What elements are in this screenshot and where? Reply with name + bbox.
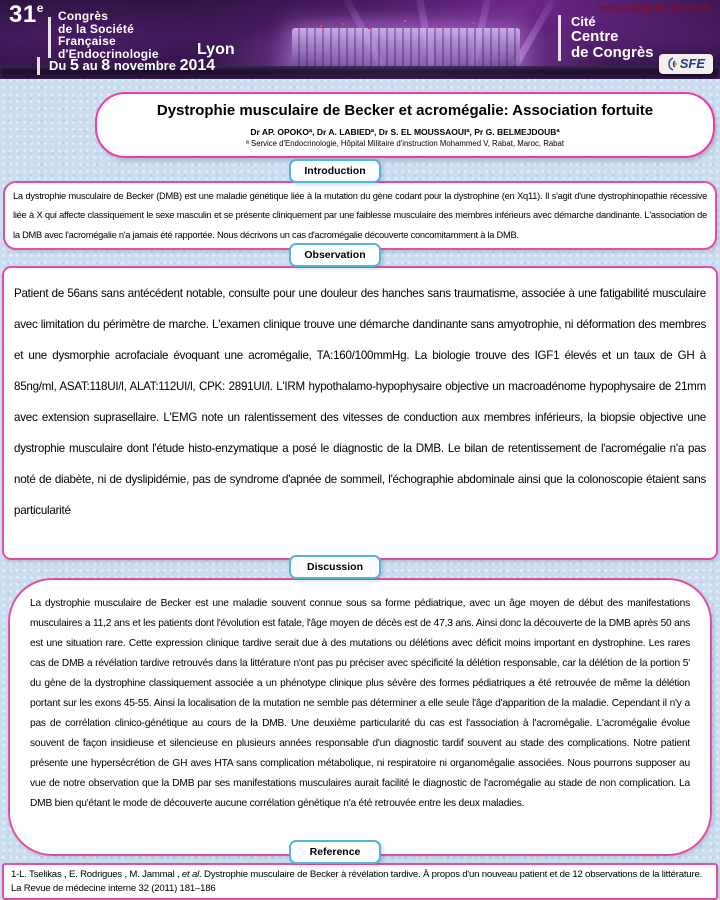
- venue-line: Cité: [571, 14, 596, 29]
- date-connector: au: [82, 58, 98, 73]
- edition-value: 31: [9, 1, 37, 28]
- introduction-text: La dystrophie musculaire de Becker (DMB) est une maladie génétique liée à la mutation du gène codant pour la dystrophine (en Xq11). Il s'agit d'une dystrophinopathie récessive liée à X qui affecte classiquement le sexe masculin et se présente cliniquement par une faiblesse musculaire des membres inférieurs avec démarche dandinante. L'association de la DMB avec l'acromégalie n'a jamais été rapportée. Nous décrivons un cas d'acromégalie découverte concomitamment à la DMB.: [13, 191, 707, 240]
- citation-start: 1-L. Tselikas , E. Rodrigues , M. Jammal ,: [11, 869, 182, 880]
- poster-title-box: [95, 92, 715, 158]
- date-day1: 5: [69, 57, 79, 74]
- divider-bar: [48, 17, 51, 58]
- congress-line: d'Endocrinologie: [58, 46, 159, 61]
- congress-line: Française: [58, 34, 116, 48]
- city-name: Lyon: [197, 41, 235, 58]
- congress-website-url: www.congres-sfe.com: [598, 3, 710, 14]
- edition-suffix: e: [36, 1, 44, 15]
- date-month: novembre: [113, 58, 176, 73]
- congress-banner: [0, 0, 720, 79]
- observation-text: Patient de 56ans sans antécédent notable, consulte pour une douleur des hanches sans traumatisme, associée à une fatigabilité musculaire avec limitation du périmètre de marche. L'examen clinique trouve une démarche dandinante sans amyotrophie, ni déformation des membres et une dysmorphie acrofaciale évoquant une acromégalie, TA:160/100mmHg. La biologie trouve des IGF1 élevés et un taux de GH à 85ng/ml, ASAT:118UI/l, ALAT:112UI/l, CPK: 2891UI/l. L'IRM hypothalamo-hypophysaire objective un macroadénome hypophysaire de 21mm avec extension suprasellaire. L'EMG note un ralentissement des vitesses de conduction aux membres inférieurs, la biopsie objective une dystrophie musculaire dont l'étude histo-enzymatique a posé le diagnostic de la DMB. Le bilan de retentissement de l'acromégalie n'a pas noté de diabète, ni de dyslipidémie, pas de syndrome d'apnée de sommeil, l'échographie abdominale ainsi que la colonoscopie étaient sans particularité: [14, 287, 706, 517]
- section-label-reference: Reference: [289, 840, 381, 864]
- congress-line: Congrès: [58, 9, 109, 23]
- affiliation-line: ª Service d'Endocrinologie, Hôpital Militaire d'instruction Mohammed V, Rabat, Maroc, Rabat: [245, 139, 565, 148]
- sfe-logo-text: SFE: [679, 56, 705, 71]
- congress-line: de la Société: [58, 21, 134, 36]
- citation-end: . Dystrophie musculaire de Becker à révélation tardive. À propos d'un nouveau patient et de 12 observations de la littérature. La Revue de médecine interne 32 (2011) 181–186: [11, 869, 703, 894]
- date-year: 2014: [179, 57, 216, 74]
- section-label-discussion: Discussion: [289, 555, 381, 579]
- poster-title: Dystrophie musculaire de Becker et acromégalie: Association fortuite: [156, 102, 654, 119]
- city-lights: [320, 25, 322, 27]
- date-prefix: Du: [49, 58, 67, 73]
- edition-number: [9, 1, 44, 29]
- sfe-waves-icon: [665, 57, 678, 71]
- reference-citation: [4, 865, 716, 898]
- reference-box: [2, 863, 718, 900]
- discussion-text: La dystrophie musculaire de Becker est une maladie souvent connue sous sa forme pédiatrique, avec un âge moyen de début des manifestations musculaires a 11,2 ans et les patients dont l'évolution est fatale, l'âge moyen de décès est de 47,3 ans. Ainsi donc la découverte de la DMB après 50 ans est une situation rare. Cette expression clinique tardive serait due à des mutations ou délétions avec déficit moins important en dystrophine. Les rares cas de DMB a révélation tardive retrouvés dans la littérature n'ont pas pu préciser avec spécificité la délétion responsable, car la délétion de la portion 5' du gène de la dystrophine classiquement associée a un phénotype clinique plus sévère des formes pédiatriques a été retrouvée de même la délétion portant sur les exons 45-55. Ainsi la localisation de la mutation ne semble pas déterminer a elle seule l'âge d'apparition de la maladie. Cependant il n'y a pas de corrélation clinico-génétique au cours de la DMB. Une deuxième particularité du cas est l'association à l'acromégalie. L'acromégalie évolue souvent de façon insidieuse et silencieuse en plusieurs années responsable d'un diagnostic tardif souvent au stade des complications. Notre patient présente une hypersécrétion de GH aves HTA sans complication métabolique, ni respiratoire ni organomégalie associées. Nous pourrons supposer au vue de notre observation que la DMB par ses manifestations musculaires aurait facilité le diagnostic de l'acromégalie au stade de non complication. La DMB bien qu'étant le mode de découverte aucune corrélation génétique n'a été retrouvée entre les deux maladies.: [30, 598, 690, 809]
- observation-box: [2, 266, 718, 560]
- section-label-observation: Observation: [289, 243, 381, 267]
- sfe-logo: [659, 54, 713, 74]
- section-label-introduction: Introduction: [289, 159, 381, 183]
- introduction-box: [3, 181, 717, 250]
- venue-line: Centre: [571, 28, 619, 45]
- citation-etal: et al: [181, 869, 200, 880]
- congress-dates: [37, 57, 215, 75]
- venue-line: de Congrès: [571, 44, 654, 61]
- date-day2: 8: [101, 57, 111, 74]
- lyon-cityscape-photo: [292, 28, 520, 66]
- discussion-box: [8, 578, 712, 856]
- congress-title: [58, 10, 159, 60]
- authors-line: Dr AP. OPOKOª, Dr A. LABIEDª, Dr S. EL MOUSSAOUIª, Pr G. BELMEJDOUBª: [250, 127, 560, 137]
